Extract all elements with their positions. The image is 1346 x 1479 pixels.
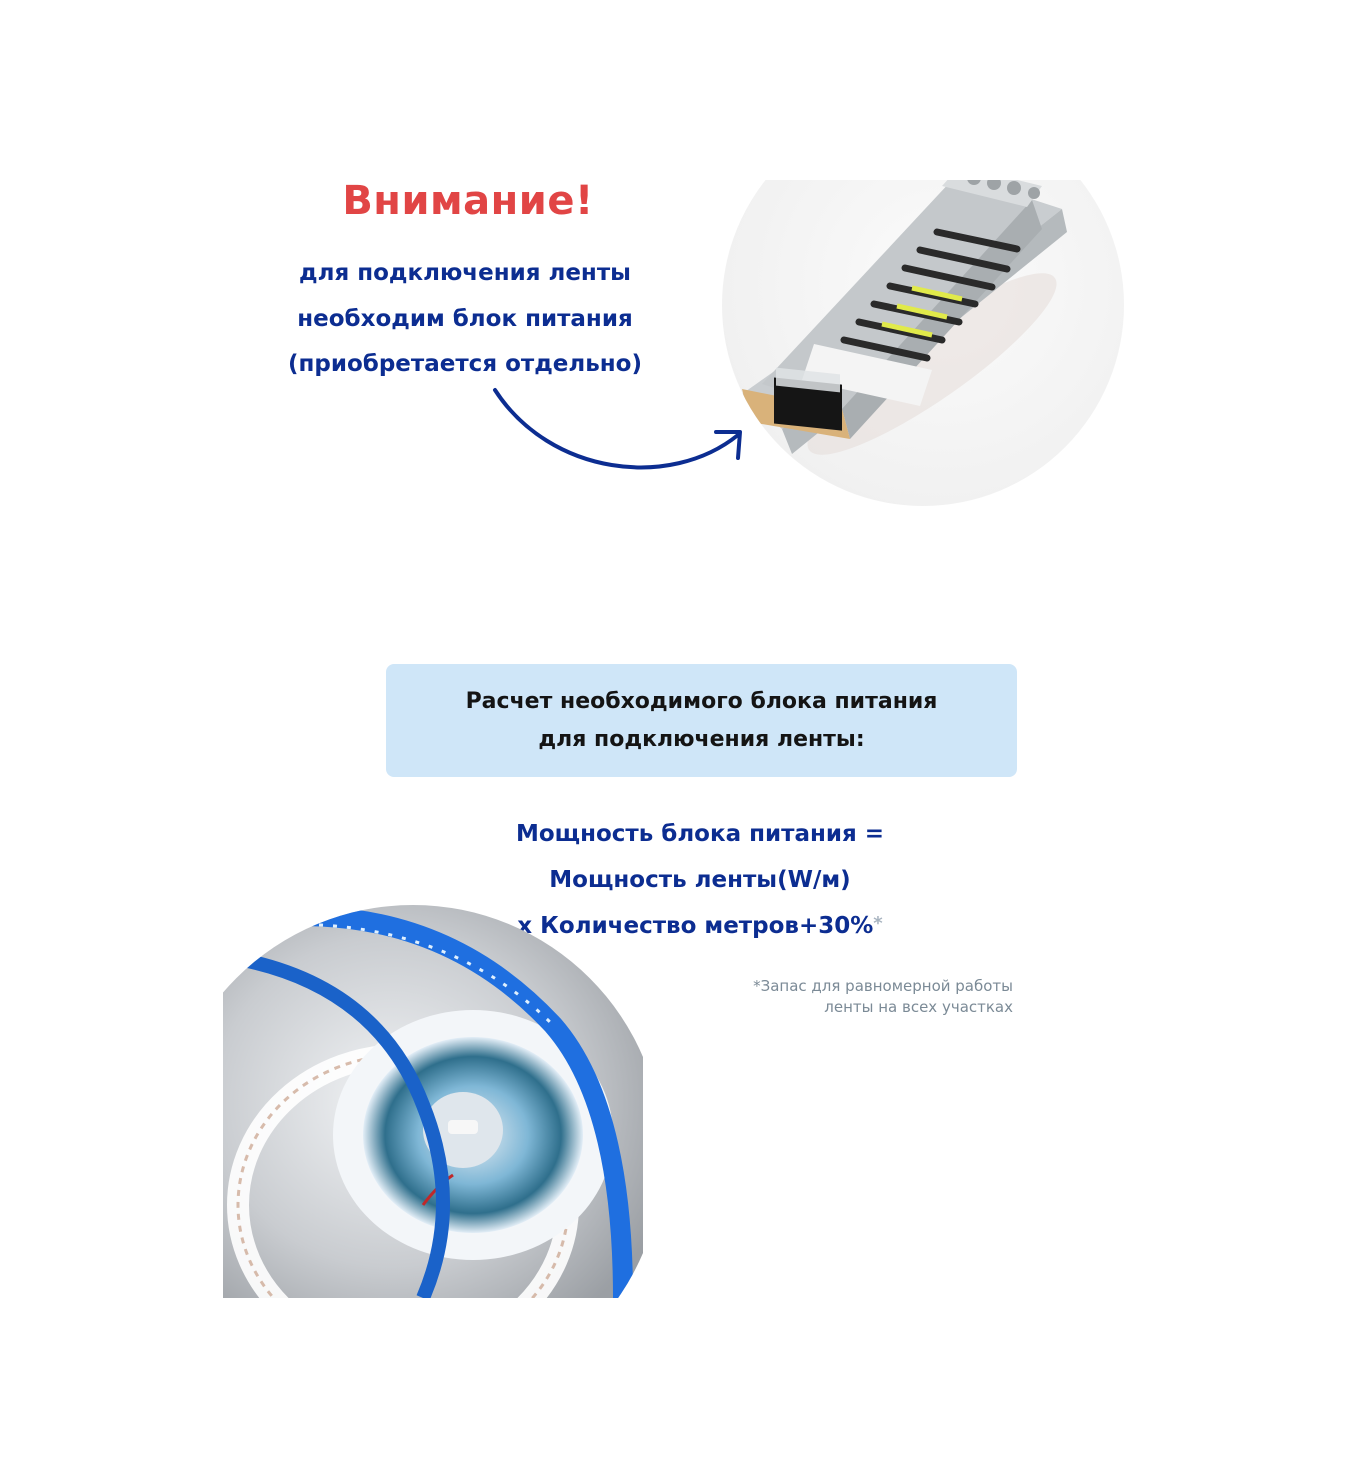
curved-arrow-icon (480, 380, 760, 490)
calculation-header-box (386, 664, 1017, 777)
led-strip-image (223, 905, 643, 1298)
formula-asterisk: * (873, 913, 883, 934)
footnote-line-2: ленты на всех участках (824, 998, 1013, 1016)
formula-line-1: Мощность блока питания = (515, 821, 885, 847)
calc-line-1: Расчет необходимого блока питания (465, 688, 938, 714)
led-strip-reel-icon (223, 905, 643, 1298)
warning-line-3: (приобретается отдельно) (288, 351, 642, 377)
calc-line-2: для подключения ленты: (538, 726, 865, 752)
warning-title: Внимание! (342, 178, 594, 224)
warning-line-1: для подключения ленты (299, 260, 631, 286)
power-supply-unit-icon (722, 180, 1124, 506)
warning-line-2: необходим блок питания (297, 306, 633, 332)
formula-line-3: х Количество метров+30% (517, 913, 874, 939)
footnote-line-1: *Запас для равномерной работы (753, 977, 1013, 995)
power-supply-image (722, 180, 1124, 508)
formula-line-2: Мощность ленты(W/м) (549, 867, 851, 893)
